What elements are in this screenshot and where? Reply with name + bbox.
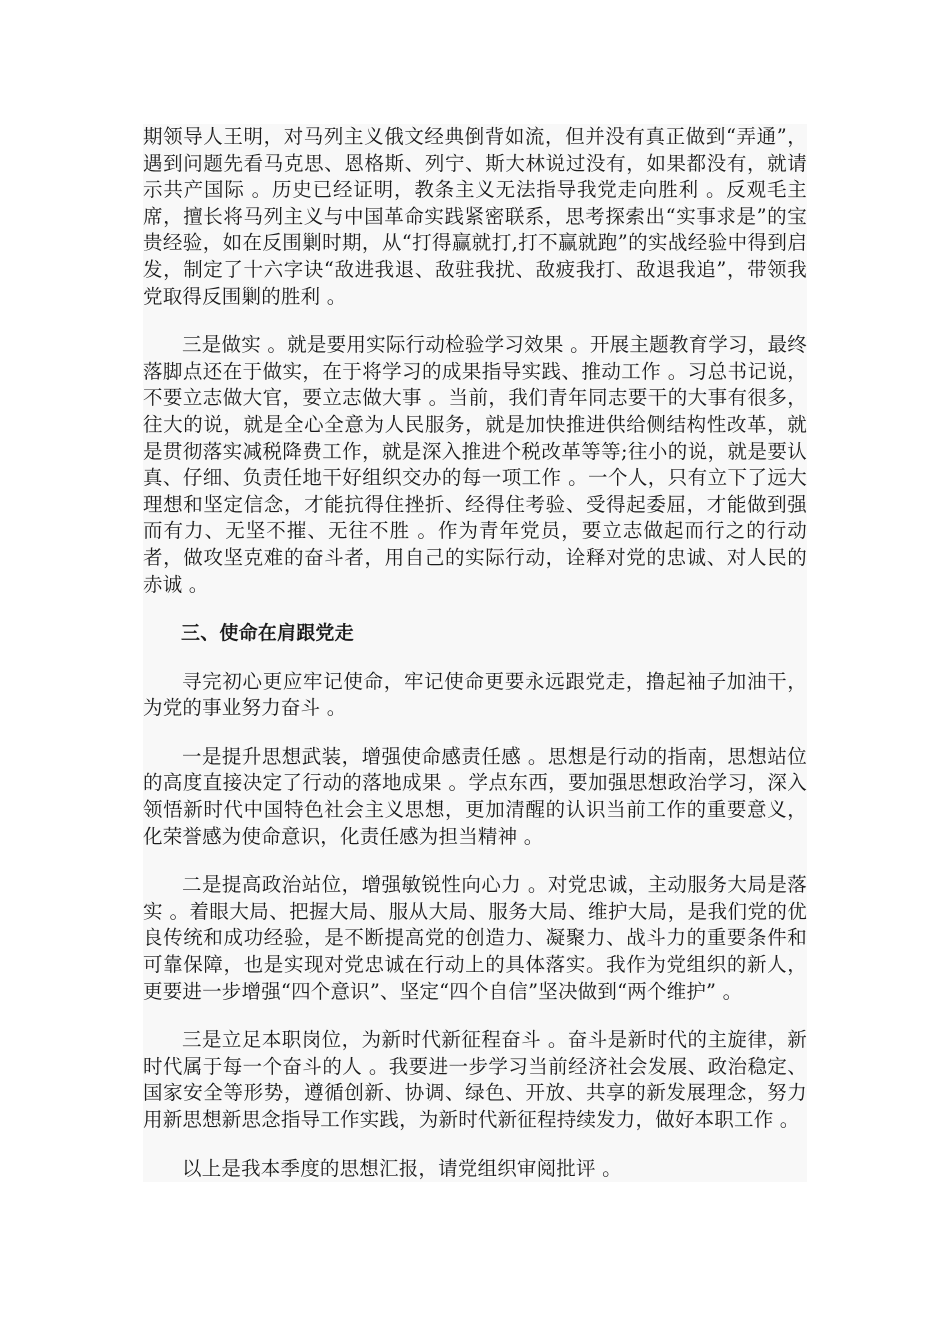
paragraph-gap: [143, 1005, 807, 1027]
paragraph-gap: [143, 1134, 807, 1156]
section-heading: 三、使命在肩跟党走: [181, 622, 354, 645]
paragraph-gap: [143, 310, 807, 332]
paragraph-gap: [143, 850, 807, 872]
paragraph-point-three: 三是立足本职岗位，为新时代新征程奋斗 。奋斗是新时代的主旋律，新时代属于每一个奋斗的人 。我要进一步学习当前经济社会发展、政治稳定、国家安全等形势，遵循创新、协调、绿色、开放、共享的新发展理念，努力用新思想新思念指导工作实践，为新时代新征程持续发力，做好本职工作 。: [143, 1028, 807, 1131]
paragraph-gap: [143, 598, 807, 620]
paragraph-closing: 以上是我本季度的思想汇报，请党组织审阅批评 。: [182, 1156, 622, 1180]
paragraph-gap: [143, 647, 807, 669]
paragraph-do-practical: 三是做实 。就是要用实际行动检验学习效果 。开展主题教育学习，最终落脚点还在于做实，在于将学习的成果指导实践、推动工作 。习总书记说，不要立志做大官，要立志做大事 。当前，我们青年同志要干的大事有很多，往大的说，就是全心全意为人民服务，就是加快推进供给侧结构性改革，就是贯彻落实减税降费工作，就是深入推进个税改革等等;往小的说，就是要认真、仔细、负责任地干好组织交办的每一项工作 。一个人，只有立下了远大理想和坚定信念，才能抗得住挫折、经得住考验、受得起委屈，才能做到强而有力、无坚不摧、无往不胜 。作为青年党员，要立志做起而行之的行动者，做攻坚克难的奋斗者，用自己的实际行动，诠释对党的忠诚、对人民的赤诚 。: [143, 333, 807, 596]
paragraph-point-one: 一是提升思想武装，增强使命感责任感 。思想是行动的指南，思想站位的高度直接决定了行动的落地成果 。学点东西，要加强思想政治学习，深入领悟新时代中国特色社会主义思想，更加清醒的认识当前工作的重要意义，化荣誉感为使命意识，化责任感为担当精神 。: [143, 744, 807, 848]
paragraph-continuation: 期领导人王明，对马列主义俄文经典倒背如流，但并没有真正做到“弄通”，遇到问题先看马克思、恩格斯、列宁、斯大林说过没有，如果都没有，就请示共产国际 。历史已经证明，教条主义无法指导我党走向胜利 。反观毛主席，擅长将马列主义与中国革命实践紧密联系，思考探索出“实事求是”的宝贵经验，如在反围剿时期，从“打得赢就打,打不赢就跑”的实战经验中得到启发，制定了十六字诀“敌进我退、敌驻我扰、敌疲我打、敌退我追”，带领我党取得反围剿的胜利 。: [143, 125, 807, 308]
paragraph-point-two: 二是提高政治站位，增强敏锐性向心力 。对党忠诚，主动服务大局是落实 。着眼大局、把握大局、服从大局、服务大局、维护大局，是我们党的优良传统和成功经验，是不断提高党的创造力、凝聚力、战斗力的重要条件和可靠保障，也是实现对党忠诚在行动上的具体落实。我作为党组织的新人，更要进一步增强“四个意识”、坚定“四个自信”坚决做到“两个维护” 。: [143, 873, 807, 1003]
document-body: [143, 124, 807, 1182]
paragraph-mission-intro: 寻完初心更应牢记使命，牢记使命更要永远跟党走，撸起袖子加油干，为党的事业努力奋斗 。: [143, 669, 807, 720]
paragraph-gap: [143, 722, 807, 744]
